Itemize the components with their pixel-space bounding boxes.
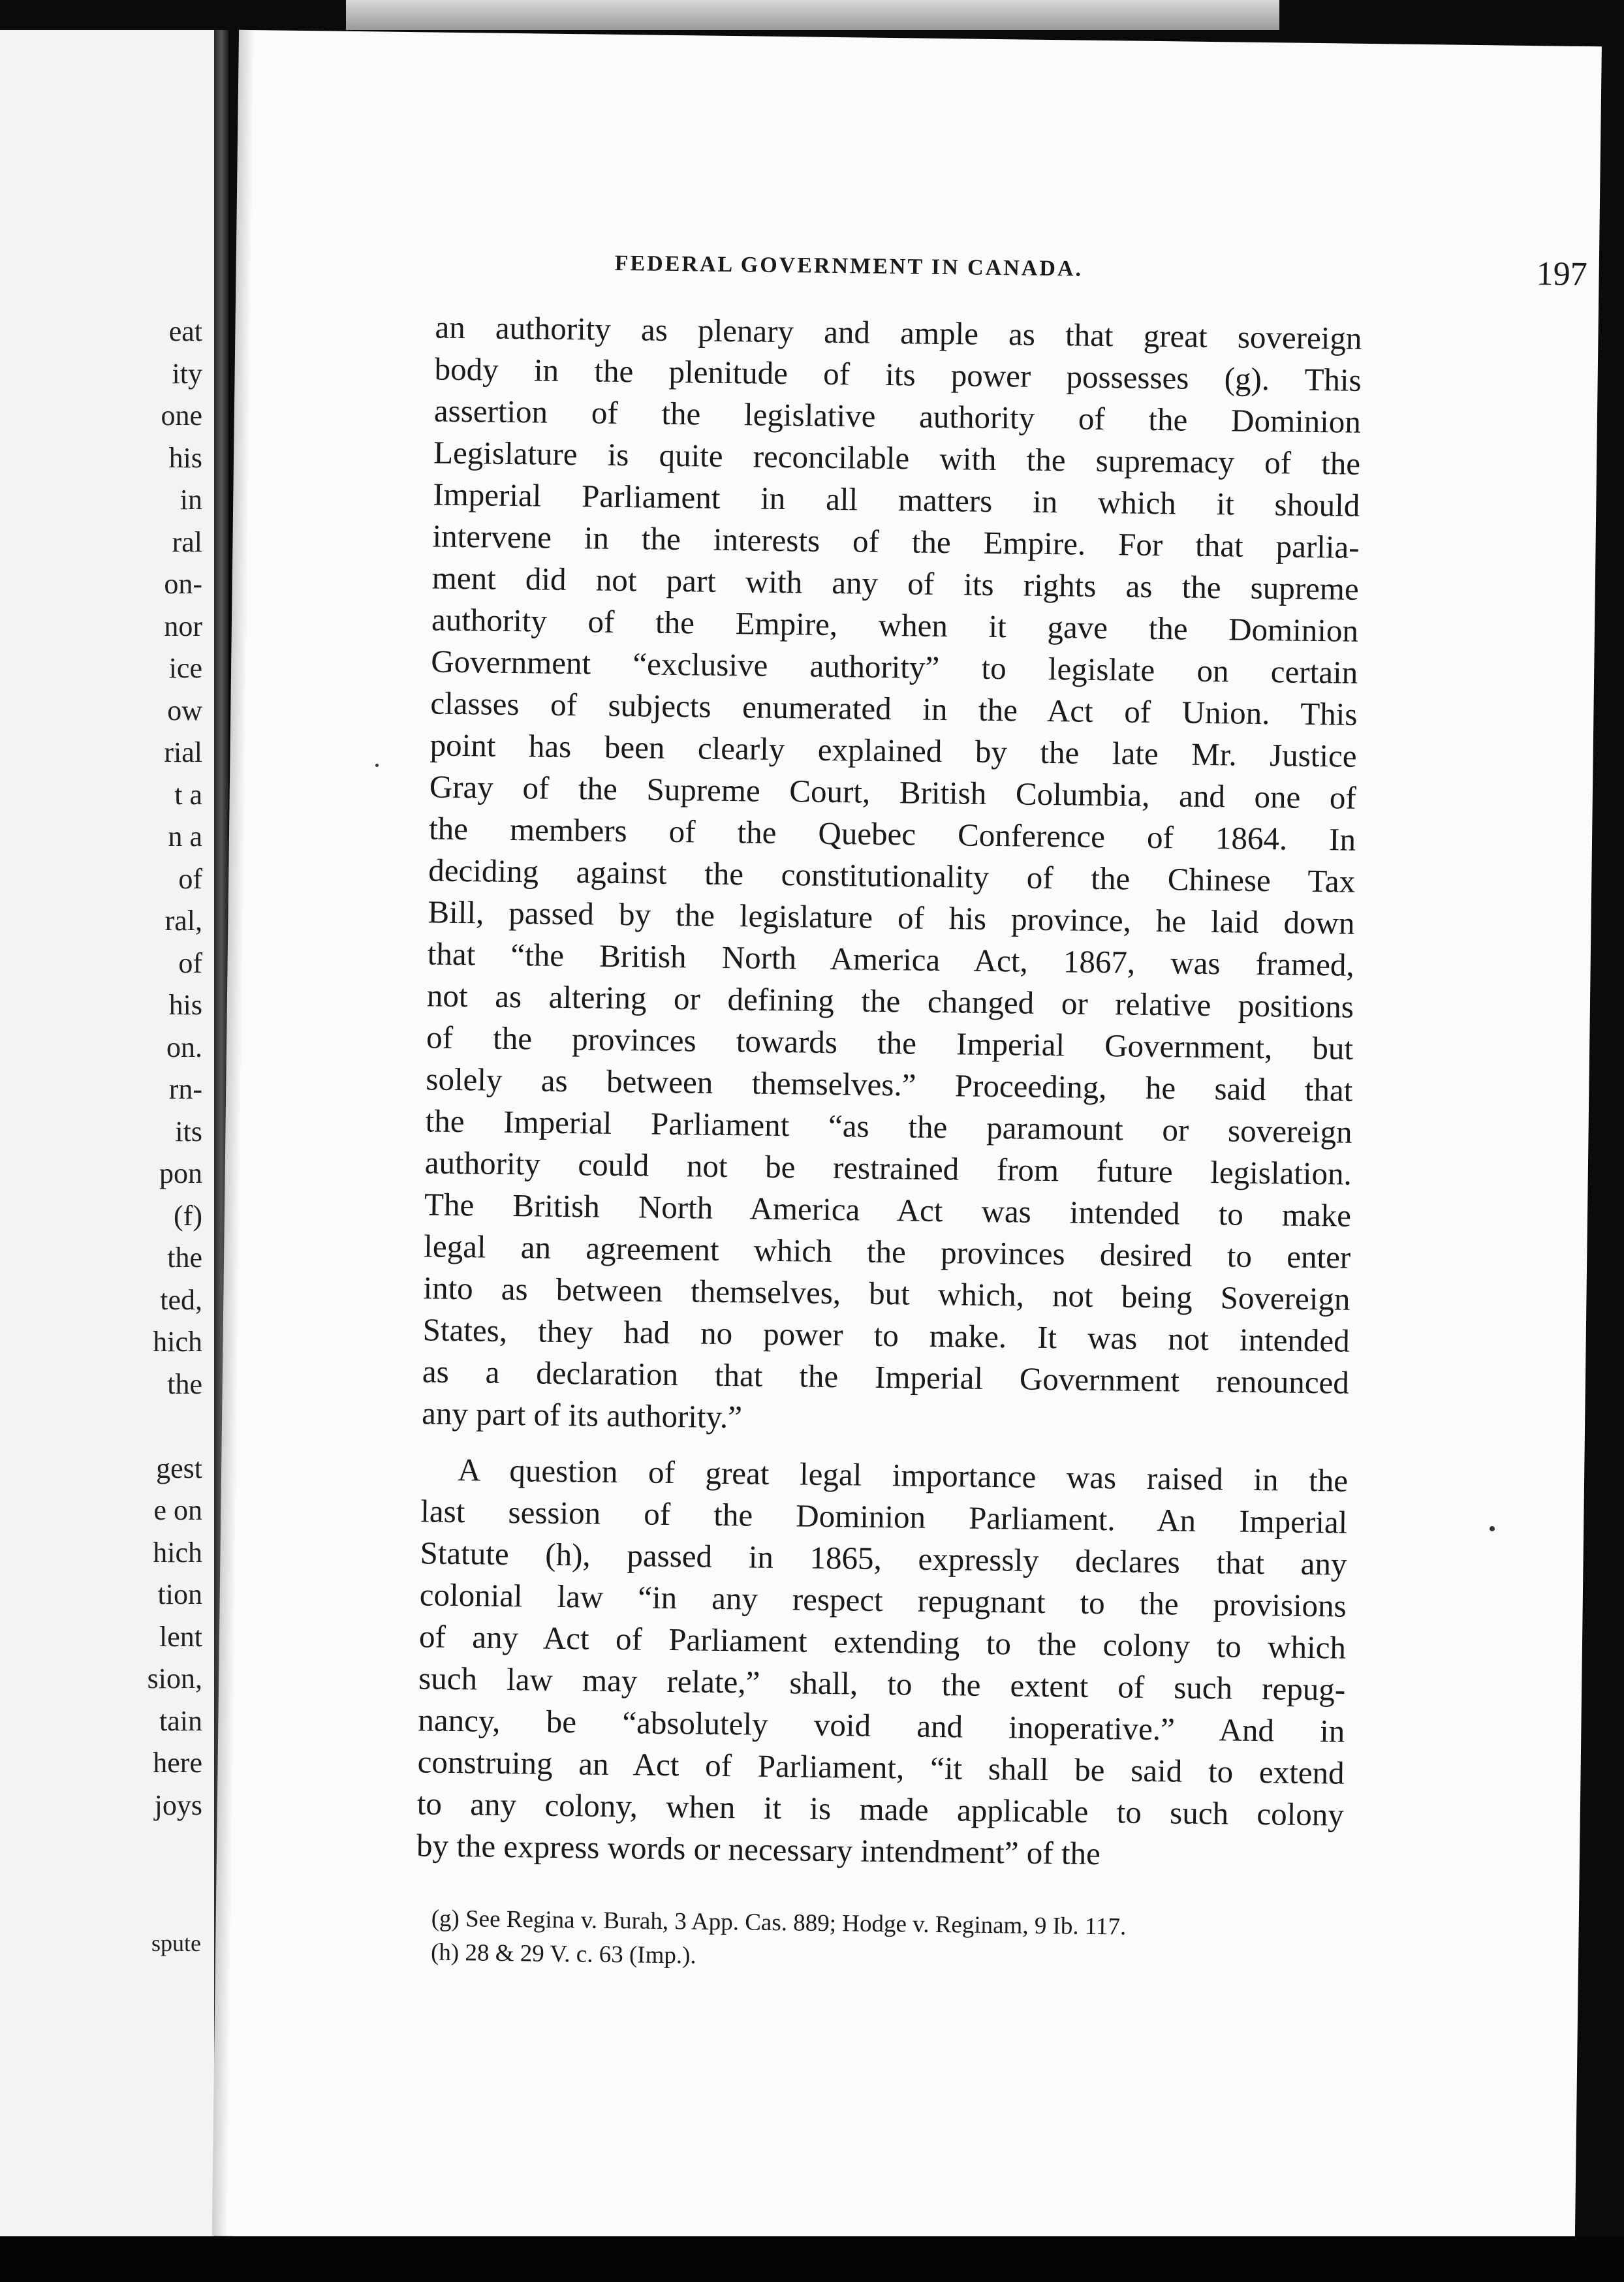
text-line: such law may relate,” shall, to the extent of such repug-: [418, 1660, 1346, 1708]
paragraph-1: [422, 307, 1362, 1446]
previous-page-line-fragment: here: [153, 1747, 202, 1779]
text-line: the Imperial Parliament “as the paramount or sovereign: [425, 1102, 1352, 1150]
book-page: [212, 30, 1602, 2253]
previous-page-line-fragment: ral,: [164, 905, 202, 937]
text-line: as a declaration that the Imperial Government renounced: [422, 1353, 1350, 1401]
previous-page-line-fragment: joys: [154, 1789, 202, 1821]
text-line: The British North America Act was intended to make: [424, 1186, 1352, 1234]
scan-speck: [1490, 1526, 1495, 1531]
text-line: an authority as plenary and ample as that great sovereign: [435, 309, 1362, 356]
previous-page-line-fragment: of: [178, 946, 202, 979]
previous-page-line-fragment: e on: [153, 1494, 202, 1526]
text-line: point has been clearly explained by the late Mr. Justice: [429, 727, 1357, 774]
text-line: last session of the Dominion Parliament. An Imperial: [420, 1493, 1348, 1540]
previous-page-line-fragment: hich: [153, 1536, 202, 1569]
text-line: not as altering or defining the changed or relative positions: [426, 977, 1354, 1025]
previous-page-line-fragment: pon: [159, 1157, 202, 1189]
text-line: Bill, passed by the legislature of his province, he laid down: [428, 894, 1355, 941]
text-line: body in the plenitude of its power possesses (g). This: [434, 351, 1362, 398]
previous-page-line-fragment: the: [167, 1368, 202, 1400]
previous-page-line-fragment: lent: [159, 1620, 202, 1653]
previous-page-line-fragment: in: [180, 484, 202, 516]
text-line: any part of its authority.”: [421, 1395, 743, 1435]
text-line: Legislature is quite reconcilable with the supremacy of the: [433, 434, 1361, 482]
previous-page-line-fragment: eat: [168, 315, 202, 347]
text-line: construing an Act of Parliament, “it shall be said to extend: [417, 1743, 1345, 1791]
previous-page-line-fragment: ow: [167, 694, 202, 727]
text-line: Statute (h), passed in 1865, expressly declares that any: [420, 1535, 1347, 1582]
text-line: authority could not be restrained from future legislation.: [424, 1144, 1352, 1192]
text-line: Government “exclusive authority” to legislate on certain: [430, 643, 1358, 691]
footnote-g: (g) See Regina v. Burah, 3 App. Cas. 889; Hodge v. Reginam, 9 Ib. 117.: [431, 1905, 1127, 1941]
text-line: into as between themselves, but which, not being Sovereign: [423, 1270, 1351, 1317]
footnote-h: (h) 28 & 29 V. c. 63 (Imp.).: [430, 1939, 696, 1969]
previous-page-edge: [0, 30, 214, 2236]
previous-page-line-fragment: sion,: [147, 1663, 202, 1695]
previous-page-line-fragment: [148, 1405, 202, 1448]
previous-page-line-fragment: tain: [159, 1704, 202, 1737]
scan-bottom-edge: [0, 2236, 1624, 2282]
text-line: intervene in the interests of the Empire. For that parlia-: [432, 518, 1360, 565]
previous-page-line-fragment: nor: [164, 610, 202, 642]
previous-page-line-fragment: on-: [164, 568, 202, 600]
running-head-title: FEDERAL GOVERNMENT IN CANADA.: [614, 251, 1084, 281]
previous-page-footnote-fragment: spute: [151, 1930, 201, 1956]
previous-page-line-fragment: ted,: [160, 1283, 202, 1316]
text-line: legal an agreement which the provinces desired to enter: [423, 1228, 1351, 1275]
text-line: States, they had no power to make. It was not intended: [422, 1311, 1350, 1359]
text-line: the members of the Quebec Conference of 1864. In: [428, 810, 1356, 858]
text-line: deciding against the constitutionality of the Chinese Tax: [428, 852, 1356, 899]
text-line: Imperial Parliament in all matters in which it should: [433, 476, 1360, 524]
footnotes: [431, 1902, 1345, 1981]
previous-page-line-fragment: rial: [164, 736, 202, 768]
text-line: solely as between themselves.” Proceeding, he said that: [426, 1061, 1353, 1108]
text-line: by the express words or necessary intendment” of the: [416, 1827, 1101, 1872]
previous-page-line-fragment: on.: [166, 1031, 202, 1063]
running-head: [614, 243, 1594, 294]
previous-page-line-fragment: gest: [156, 1452, 202, 1484]
previous-page-text-fragments: [148, 311, 202, 1826]
text-line: colonial law “in any respect repugnant to the provisions: [419, 1576, 1347, 1624]
page-number: 197: [1536, 255, 1587, 294]
text-line: assertion of the legislative authority of the Dominion: [433, 392, 1362, 440]
scan-top-strip: [346, 0, 1279, 30]
text-line: A question of great legal importance was raised in the: [457, 1452, 1349, 1499]
previous-page-line-fragment: ral: [172, 525, 202, 558]
text-line: authority of the Empire, when it gave the Dominion: [431, 601, 1359, 649]
text-line: that “the British North America Act, 1867, was framed,: [427, 935, 1355, 983]
previous-page-line-fragment: t a: [174, 778, 202, 811]
text-line: ment did not part with any of its rights as the supreme: [431, 559, 1360, 607]
previous-page-line-fragment: his: [168, 441, 202, 474]
previous-page-line-fragment: (f): [174, 1199, 202, 1232]
scan-speck: [375, 764, 379, 767]
text-line: Gray of the Supreme Court, British Columbia, and one of: [429, 768, 1357, 816]
text-line: classes of subjects enumerated in the Act of Union. This: [430, 685, 1358, 732]
text-line: nancy, be “absolutely void and inoperative.” And in: [418, 1702, 1345, 1749]
previous-page-line-fragment: hich: [153, 1326, 202, 1358]
text-line: of any Act of Parliament extending to the colony to which: [418, 1618, 1347, 1666]
body-text: [416, 307, 1362, 1878]
previous-page-line-fragment: one: [161, 399, 202, 431]
previous-page-line-fragment: ice: [168, 652, 202, 684]
previous-page-line-fragment: n a: [168, 821, 202, 852]
previous-page-line-fragment: of: [178, 862, 202, 895]
previous-page-line-fragment: tion: [157, 1578, 202, 1610]
text-line: to any colony, when it is made applicable to such colony: [416, 1785, 1345, 1833]
text-line: of the provinces towards the Imperial Government, but: [426, 1019, 1354, 1067]
previous-page-line-fragment: its: [175, 1115, 202, 1148]
previous-page-line-fragment: his: [168, 989, 202, 1021]
previous-page-line-fragment: rn-: [168, 1073, 202, 1105]
previous-page-line-fragment: the: [167, 1242, 202, 1274]
previous-page-line-fragment: ity: [172, 357, 202, 390]
paragraph-2: [416, 1448, 1349, 1877]
